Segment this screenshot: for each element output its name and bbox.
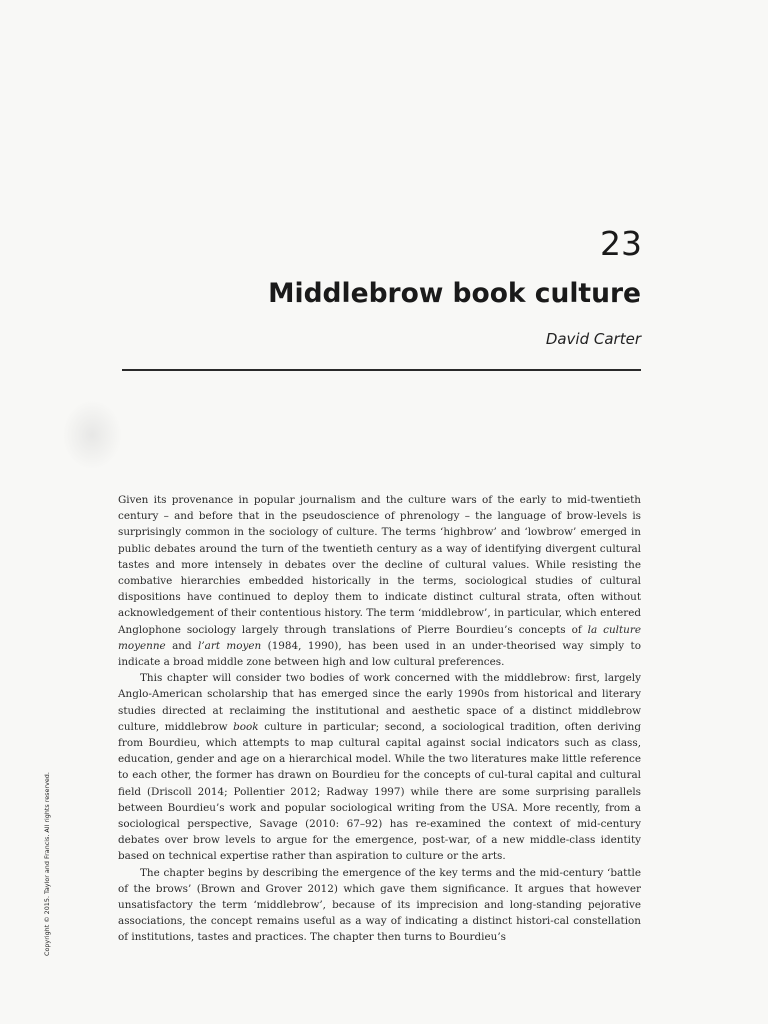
term-la-culture-moyenne: la culture moyenne	[118, 623, 641, 652]
chapter-body	[118, 492, 641, 946]
paragraph-2	[118, 670, 641, 864]
paragraph-1-text: Given its provenance in popular journalism and the culture wars of the early to mid-twentieth century – and before that in the pseudoscience of phrenology – the language of brow-levels is surprisingly common in the sociology of culture. The terms ‘highbrow’ and ‘lowbrow’ emerged in public debates around the turn of the twentieth century as a way of identifying divergent cultural tastes and more intensely in debates over the decline of cultural values. While resisting the combative hierarchies embedded historically in the terms, sociological studies of cultural dispositions have continued to deploy them to indicate distinct cultural strata, often without acknowledgement of their contentious history. The term ‘middlebrow’, in particular, which entered Anglophone sociology largely through translations of Pierre Bourdieu’s concepts of	[118, 494, 641, 636]
copyright-notice: Copyright © 2015. Taylor and Francis. All rights reserved.	[43, 772, 51, 956]
term-lart-moyen: l’art moyen	[198, 639, 262, 652]
chapter-author: David Carter	[545, 330, 641, 348]
paragraph-1	[118, 492, 641, 670]
chapter-number: 23	[600, 224, 642, 263]
paragraph-1-end: (1984, 1990), has been used in an under-theorised way simply to indicate a broad middle zone between high and low cultural preferences.	[118, 639, 641, 669]
title-rule	[122, 369, 641, 371]
paragraph-1-and: and	[172, 639, 192, 652]
chapter-title: Middlebrow book culture	[268, 278, 641, 309]
paragraph-2-text: This chapter will consider two bodies of work concerned with the middlebrow: first, largely Anglo-American scholarship that has emerged since the early 1990s from historical and literary studies directed at reclaiming the institutional and aesthetic space of a distinct middlebrow culture, middlebrow	[118, 672, 641, 733]
scan-smudge	[62, 400, 122, 470]
paragraph-2-end: culture in particular; second, a sociological tradition, often deriving from Bourdieu, which attempts to map cultural capital against social indicators such as class, education, gender and age on a hierarchical model. While the two literatures make little reference to each other, the former has drawn on Bourdieu for the concepts of cul-tural capital and cultural field (Driscoll 2014; Pollentier 2012; Radway 1997) while there are some surprising parallels between Bourdieu’s work and popular sociological writing from the USA. More recently, from a sociological perspective, Savage (2010: 67–92) has re-examined the context of mid-century debates over brow levels to argue for the emergence, post-war, of a new middle-class identity based on technical expertise rather than aspiration to culture or the arts.	[118, 720, 641, 863]
term-book: book	[233, 720, 259, 733]
paragraph-3: The chapter begins by describing the emergence of the key terms and the mid-century ‘battle of the brows’ (Brown and Grover 2012) which gave them significance. It argues that however unsatisfactory the term ‘middlebrow’, because of its imprecision and long-standing pejorative associations, the concept remains useful as a way of indicating a distinct histori-cal constellation of institutions, tastes and practices. The chapter then turns to Bourdieu’s	[118, 866, 641, 944]
